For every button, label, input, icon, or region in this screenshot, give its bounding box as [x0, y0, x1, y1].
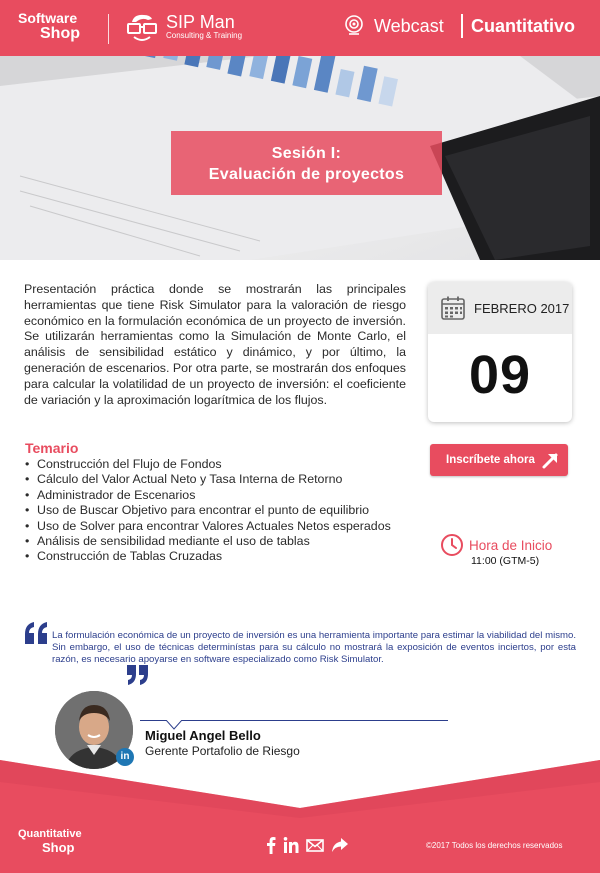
linkedin-icon[interactable]	[283, 836, 299, 854]
logo-software-text: Software	[18, 10, 78, 26]
temario-item: • Análisis de sensibilidad mediante el uso de tablas	[25, 534, 393, 549]
start-time-label: Hora de Inicio	[469, 538, 553, 553]
quote-text: La formulación económica de un proyecto de inversión es una herramienta importante para estimar la viabilidad del mismo. Sin embargo, el uso de técnicas determinístas para su cálculo no mostrará la exposición de eventos inciertos, por esta razón, es necesario apoyarse en software especializado como Risk Simulator.	[52, 630, 576, 665]
header-divider	[108, 14, 109, 44]
share-icon[interactable]	[331, 836, 349, 854]
temario-title: Temario	[25, 440, 79, 456]
copyright-text: ©2017 Todos los derechos reservados	[426, 841, 563, 850]
external-arrow-icon	[540, 449, 562, 471]
clock-icon	[440, 533, 464, 557]
speaker-name: Miguel Angel Bello	[145, 728, 261, 743]
start-time-value: 11:00 (GTM-5)	[471, 555, 540, 567]
session-number: Sesión I:	[271, 145, 342, 162]
temario-item: • Uso de Buscar Objetivo para encontrar el punto de equilibrio	[25, 503, 393, 518]
webcast-icon	[343, 14, 365, 36]
session-title-box	[171, 131, 442, 195]
session-title: Evaluación de proyectos	[208, 166, 405, 183]
register-button-label: Inscríbete ahora	[446, 454, 535, 466]
close-quote-icon	[126, 665, 150, 685]
email-icon[interactable]	[306, 836, 324, 854]
speaker-role: Gerente Portafolio de Riesgo	[145, 744, 300, 758]
sip-man-logo[interactable]	[166, 13, 242, 41]
facebook-icon[interactable]	[266, 836, 276, 854]
date-month: FEBRERO 2017	[474, 300, 570, 316]
sip-man-subtitle: Consulting & Training	[166, 31, 243, 40]
temario-list	[25, 457, 393, 565]
webcast-description: Presentación práctica donde se mostrarán las principales herramientas que tiene Risk Simulator para la valoración de riesgo económico en la formulación económica de un proyecto de inversión. Se utilizarán herramientas como la Simulación de Monte Carlo, el análisis de sensibilidad estático y dinámico, y por último, la generación de escenarios. Por otra parte, se mostrarán dos enfoques para calcular la volatilidad de un proyecto de inversión: el coeficiente de variación y la aproximación logarítmica de los flujos.	[24, 282, 406, 407]
quantitative-shop-logo[interactable]	[18, 828, 82, 854]
sip-man-icon	[124, 12, 160, 44]
logo-quantitative-text: Quantitative	[18, 828, 82, 840]
temario-item: • Construcción de Tablas Cruzadas	[25, 549, 393, 564]
calendar-icon	[440, 295, 466, 321]
footer-background	[0, 760, 600, 873]
sip-man-title: SIP Man	[166, 12, 235, 32]
footer	[0, 760, 600, 873]
category-label: Cuantitativo	[471, 16, 576, 36]
date-card	[428, 282, 572, 422]
date-card-header	[428, 282, 572, 334]
header-bar	[0, 0, 600, 56]
logo-shop-text: Shop	[40, 25, 80, 42]
temario-item: • Uso de Solver para encontrar Valores Actuales Netos esperados	[25, 519, 393, 534]
software-shop-logo[interactable]	[18, 10, 80, 42]
open-quote-icon	[23, 622, 49, 644]
logo-shop-text: Shop	[42, 840, 75, 855]
speaker-divider	[140, 720, 448, 721]
date-day: 09	[468, 345, 532, 405]
webcast-label: Webcast	[374, 16, 444, 36]
temario-item: • Administrador de Escenarios	[25, 488, 393, 503]
header-separator	[461, 14, 463, 38]
temario-item: • Construcción del Flujo de Fondos	[25, 457, 393, 472]
register-button[interactable]	[430, 444, 568, 476]
temario-item: • Cálculo del Valor Actual Neto y Tasa Interna de Retorno	[25, 472, 393, 487]
hero-banner	[0, 56, 600, 260]
linkedin-badge-icon[interactable]: in	[116, 748, 134, 766]
